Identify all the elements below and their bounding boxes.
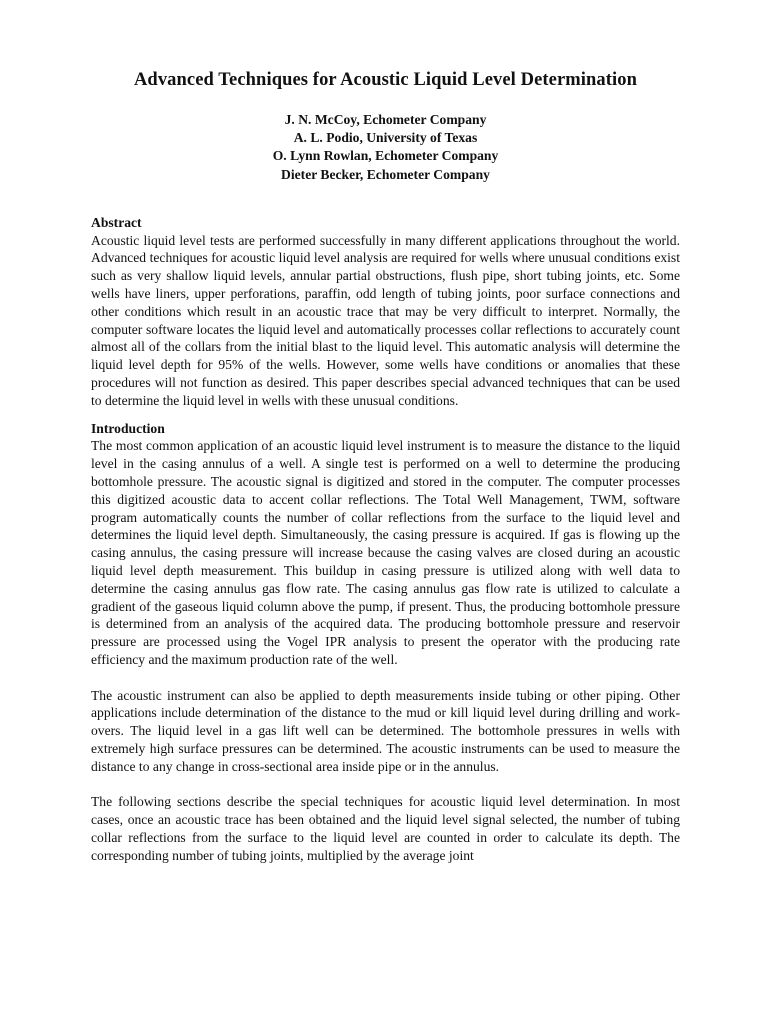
introduction-paragraph: The acoustic instrument can also be applied to depth measurements inside tubing or other piping. Other applications include determination of the distance to the mud or kill liquid level during drilling and work-overs. The liquid level in a gas lift well can be determined. The bottomhole pressures in wells with extremely high surface pressures can be determined. The acoustic instruments can be used to measure the distance to any change in cross-sectional area inside pipe or in the annulus. bbox=[91, 687, 680, 774]
introduction-paragraph: The most common application of an acoustic liquid level instrument is to measure the distance to the liquid level in the casing annulus of a well. A single test is performed on a well to determine the producing bottomhole pressure. The acoustic signal is digitized and stored in the computer. The computer processes this digitized acoustic data to accent collar reflections. The Total Well Management, TWM, software program automatically counts the number of collar reflections from the surface to the liquid level and determines the liquid level depth. Simultaneously, the casing pressure is acquired. If gas is flowing up the casing annulus, the casing pressure will increase because the casing valves are closed during an acoustic liquid level depth measurement. This buildup in casing pressure is utilized along with well data to determine the casing annulus gas flow rate. The casing annulus gas flow rate is utilized to calculate a gradient of the gaseous liquid column above the pump, if present. Thus, the producing bottomhole pressure is determined from an analysis of the acquired data. The producing bottomhole pressure and reservoir pressure are processed using the Vogel IPR analysis to present the operator with the producing rate efficiency and the maximum production rate of the well. bbox=[91, 438, 680, 667]
author-list bbox=[91, 111, 680, 184]
abstract-heading: Abstract bbox=[91, 214, 142, 230]
author-line: Dieter Becker, Echometer Company bbox=[281, 166, 490, 182]
paper-title: Advanced Techniques for Acoustic Liquid Level Determination bbox=[133, 70, 638, 90]
author-line: J. N. McCoy, Echometer Company bbox=[284, 112, 487, 127]
abstract-text: Acoustic liquid level tests are performed successfully in many different applications throughout the world. Advanced techniques for acoustic liquid level analysis are required for wells where unusual conditions exist such as very shallow liquid levels, annular partial obstructions, flush pipe, short tubing joints, etc. Some wells have liners, upper perforations, paraffin, odd length of tubing joints, poor surface connections and other conditions which result in an acoustic trace that may be very difficult to interpret. Normally, the computer software locates the liquid level and automatically processes collar reflections to accurately count almost all of the collars from the initial blast to the liquid level. This automatic analysis will determine the liquid level depth for 95% of the wells. However, some wells have conditions or anomalies that these procedures will not function as desired. This paper describes special advanced techniques that can be used to determine the liquid level in wells with these unusual conditions. bbox=[91, 232, 680, 408]
author-line: O. Lynn Rowlan, Echometer Company bbox=[272, 148, 499, 164]
author-line: A. L. Podio, University of Texas bbox=[293, 130, 478, 146]
introduction-paragraph: The following sections describe the special techniques for acoustic liquid level determination. In most cases, once an acoustic trace has been obtained and the liquid level signal selected, the number of tubing collar reflections from the surface to the liquid level are counted in order to calculate its depth. The corresponding number of tubing joints, multiplied by the average joint bbox=[91, 794, 680, 863]
introduction-section bbox=[91, 420, 680, 865]
abstract-section bbox=[91, 214, 680, 410]
introduction-heading: Introduction bbox=[91, 420, 165, 436]
